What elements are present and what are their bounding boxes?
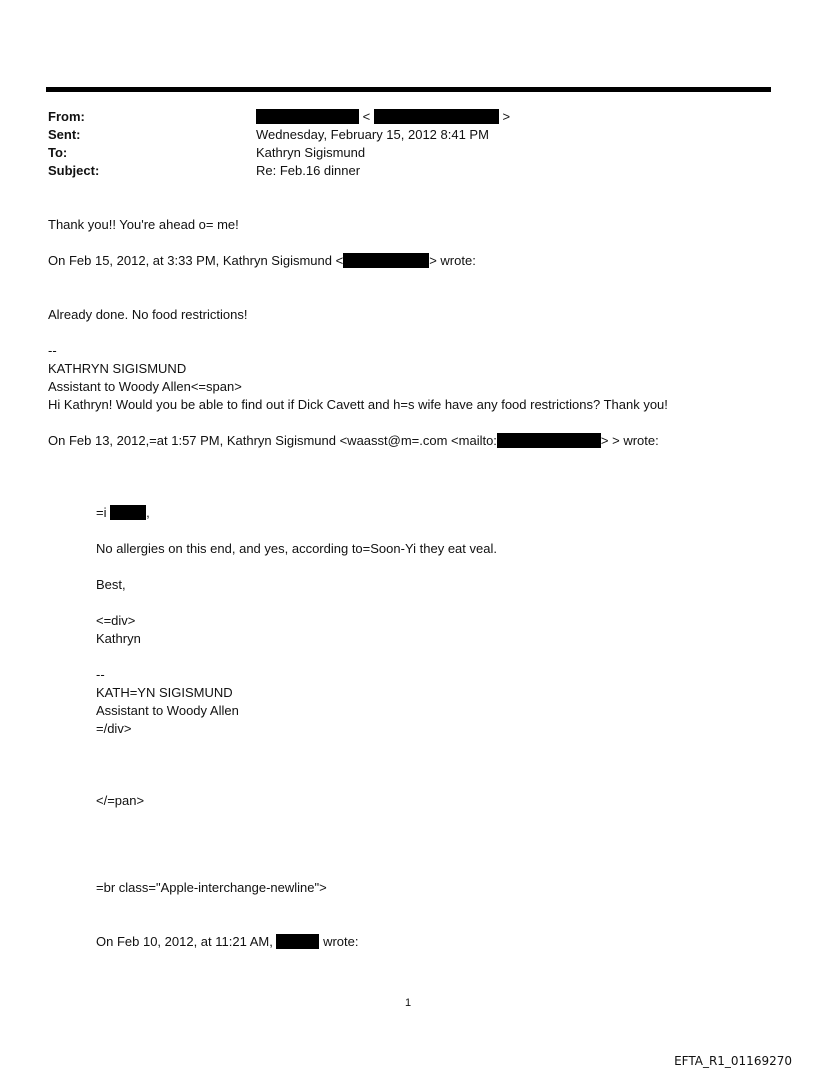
top-rule	[46, 87, 771, 92]
sent-value: Wednesday, February 15, 2012 8:41 PM	[256, 127, 489, 142]
signature-name-2: KATH=YN SIGISMUND	[96, 685, 233, 700]
quote-text-3: No allergies on this end, and yes, according to=Soon-Yi they eat veal.	[96, 541, 497, 556]
signature-title-1: Assistant to Woody Allen<=span>	[48, 379, 242, 394]
greeting-pre: =i	[96, 505, 107, 520]
div-close-text: =/div>	[96, 721, 132, 736]
signature-dash-1: --	[48, 343, 57, 358]
quote-text-2: Hi Kathryn! Would you be able to find out if Dick Cavett and h=s wife have any food restrictions? Thank you!	[48, 397, 668, 412]
signature-name-1: KATHRYN SIGISMUND	[48, 361, 187, 376]
quote-header-3-pre: On Feb 10, 2012, at 11:21 AM,	[96, 934, 273, 949]
greeting	[96, 505, 150, 521]
redaction-block	[276, 934, 319, 949]
greeting-post: ,	[146, 505, 150, 520]
redaction-block	[343, 253, 429, 268]
to-label: To:	[48, 145, 68, 160]
reply-text: Thank you!! You're ahead o= me!	[48, 217, 239, 232]
document-id: EFTA_R1_01169270	[674, 1054, 792, 1068]
subject-label: Subject:	[48, 163, 100, 178]
quote-header-1-post: > wrote:	[429, 253, 476, 268]
from-label: From:	[48, 109, 85, 124]
br-markup-text: =br class="Apple-interchange-newline">	[96, 880, 327, 895]
quote-header-3-post: wrote:	[323, 934, 359, 949]
sent-label: Sent:	[48, 127, 81, 142]
page-number: 1	[404, 997, 412, 1009]
from-gt: >	[502, 109, 511, 124]
from-value	[256, 109, 510, 125]
quote-text-1: Already done. No food restrictions!	[48, 307, 248, 322]
redaction-block	[256, 109, 359, 124]
div-open-text: <=div>	[96, 613, 136, 628]
quote-header-3	[96, 934, 358, 950]
signature-dash-2: --	[96, 667, 105, 682]
redaction-block	[374, 109, 499, 124]
redaction-block	[110, 505, 146, 520]
quote-header-2-post: > > wrote:	[600, 433, 659, 448]
to-value: Kathryn Sigismund	[256, 145, 366, 160]
quote-header-1-pre: On Feb 15, 2012, at 3:33 PM, Kathryn Sigismund <	[48, 253, 344, 268]
subject-value: Re: Feb.16 dinner	[256, 163, 361, 178]
sign-off: Best,	[96, 577, 126, 592]
signature-title-2: Assistant to Woody Allen	[96, 703, 239, 718]
quote-header-2-pre: On Feb 13, 2012,=at 1:57 PM, Kathryn Sigismund <waasst@m=.com <mailto:	[48, 433, 497, 448]
signer-name: Kathryn	[96, 631, 141, 646]
from-lt: <	[362, 109, 371, 124]
redaction-block	[497, 433, 601, 448]
quote-header-2	[48, 433, 659, 449]
quote-header-1	[48, 253, 476, 269]
span-close-text: </=pan>	[96, 793, 145, 808]
